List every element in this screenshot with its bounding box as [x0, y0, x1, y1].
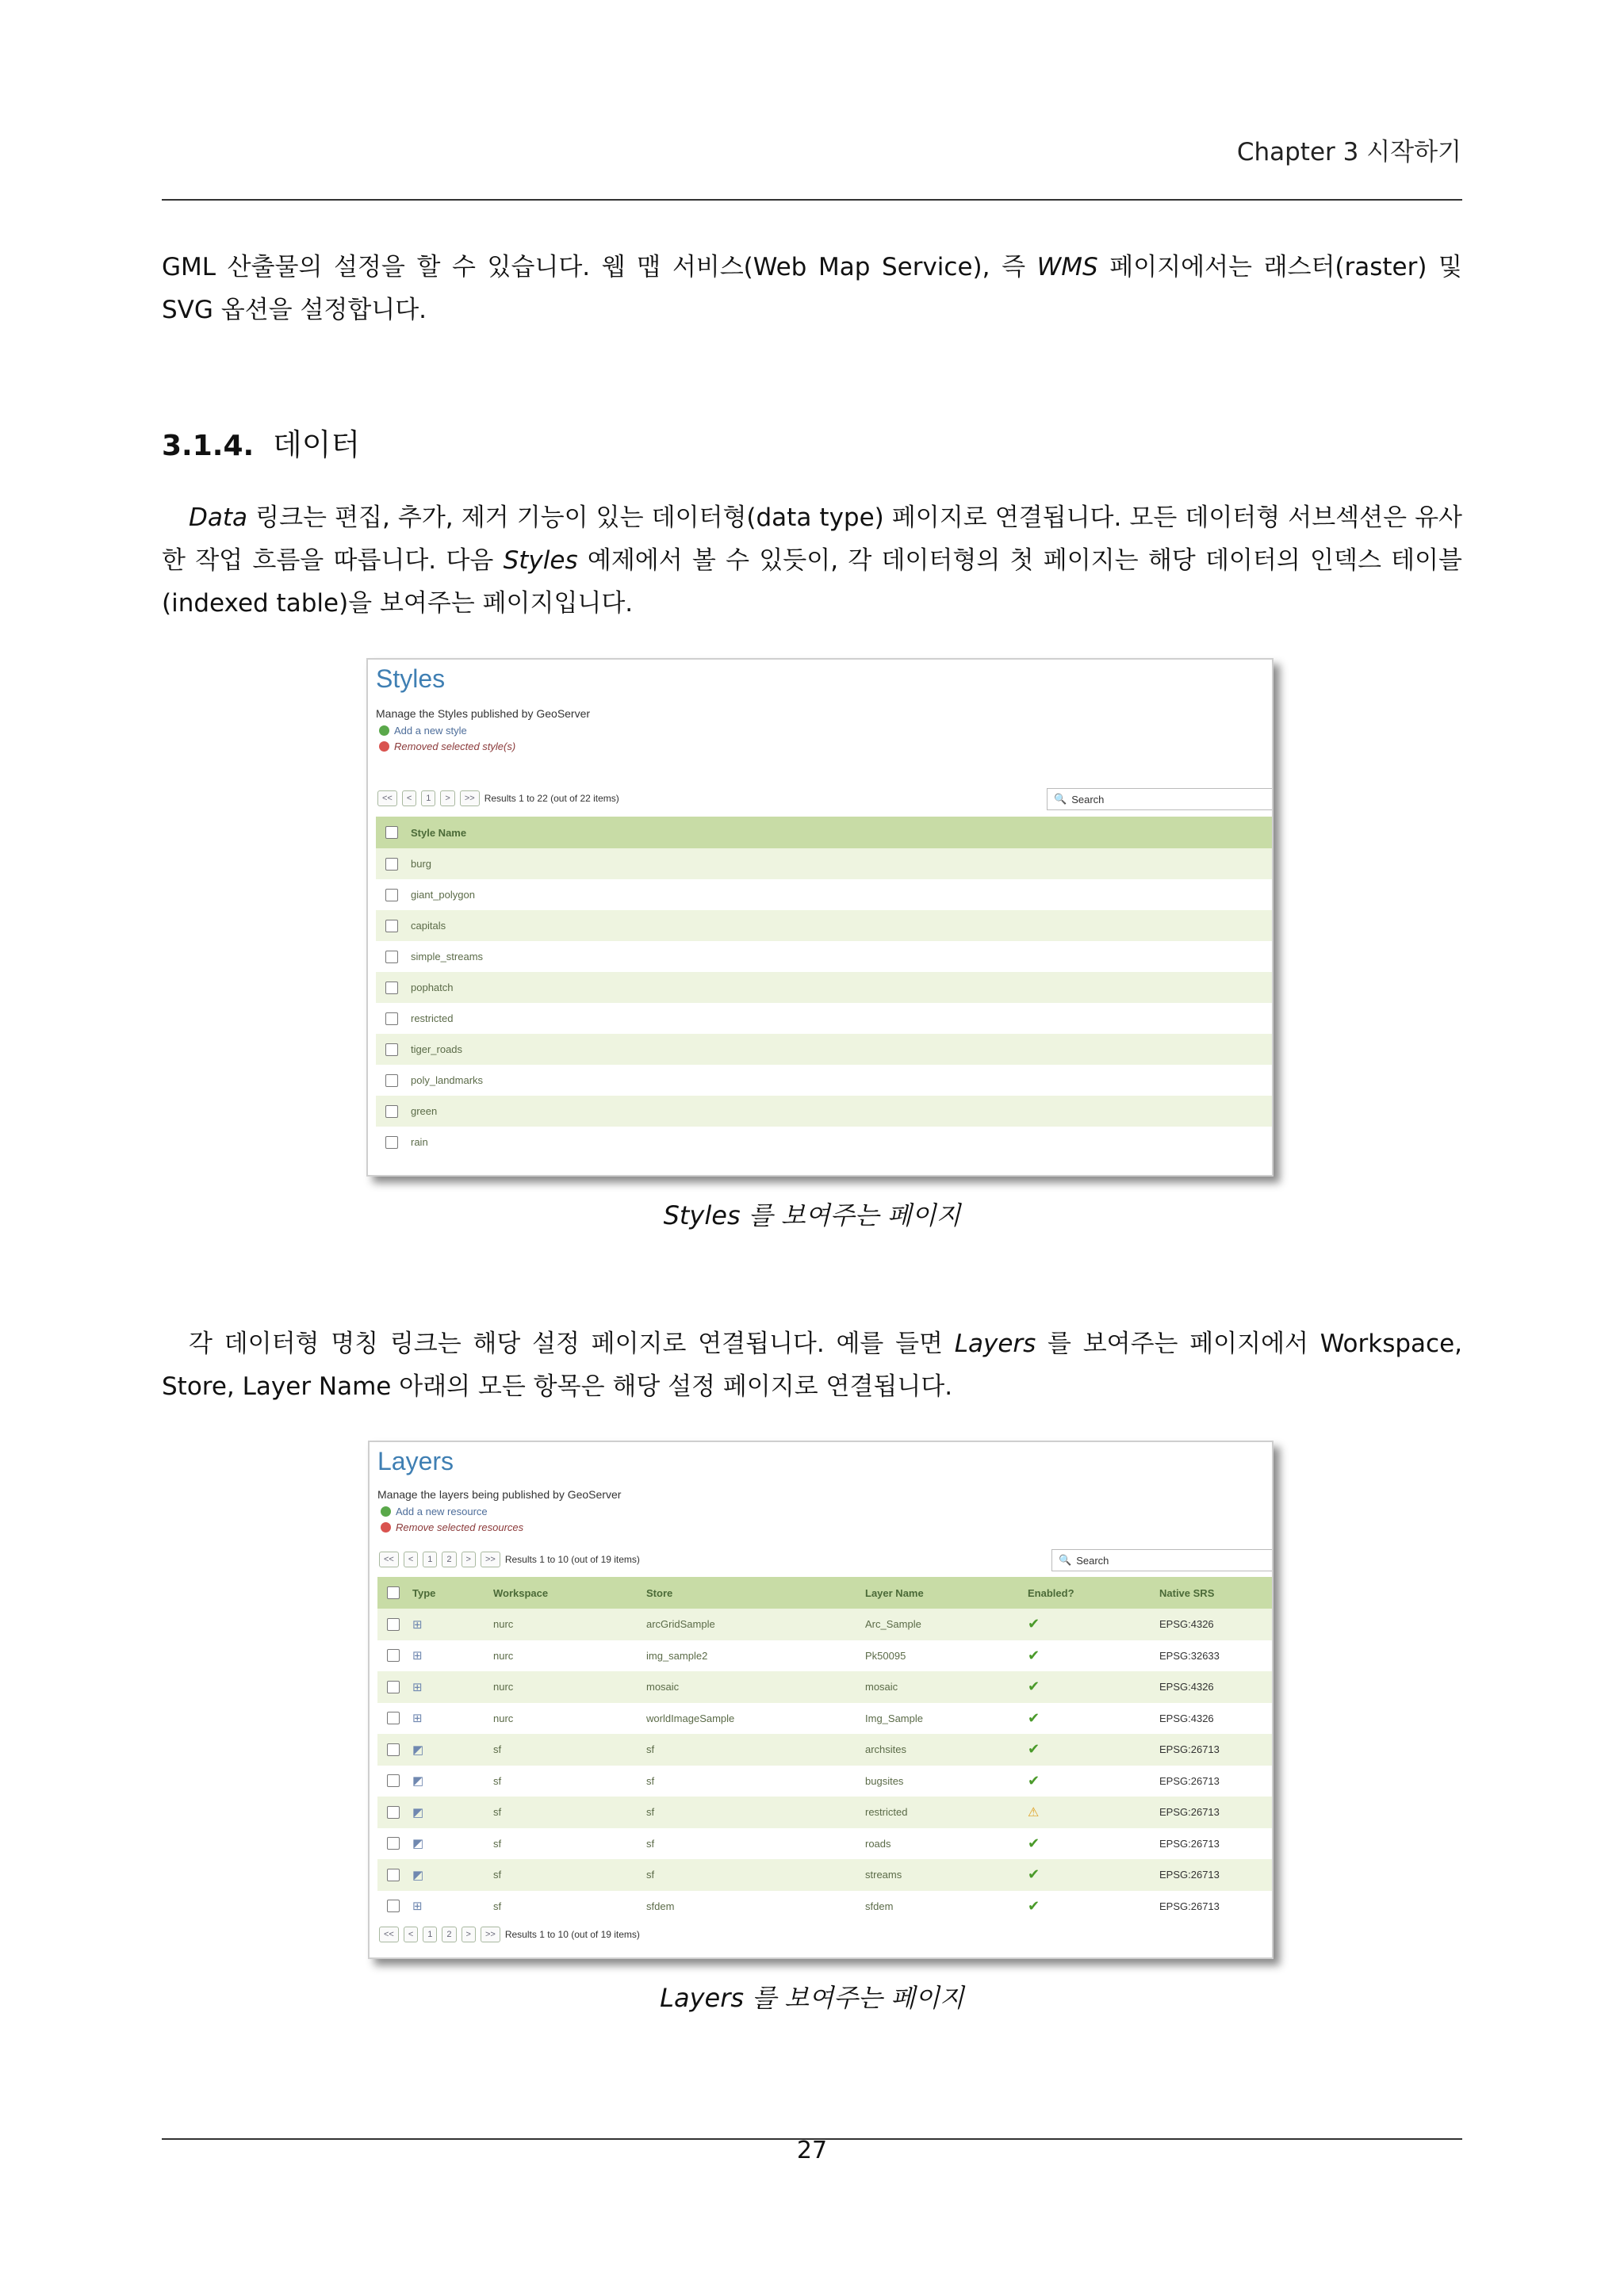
native-srs-column-header[interactable]: Native SRS — [1159, 1586, 1215, 1599]
styles-table — [376, 817, 1272, 1158]
em-styles: Styles — [503, 546, 578, 575]
layer-name-link[interactable]: streams — [865, 1869, 902, 1881]
pager-page-1-button[interactable]: 1 — [423, 1927, 437, 1942]
table-row — [376, 910, 1272, 941]
styles-description: Manage the Styles published by GeoServer — [376, 707, 591, 720]
pager-last-button[interactable]: >> — [460, 790, 480, 806]
table-row — [377, 1797, 1272, 1828]
workspace-link[interactable]: sf — [493, 1774, 502, 1787]
style-name-column-header[interactable]: Style Name — [411, 826, 467, 839]
layer-name-link[interactable]: Pk50095 — [865, 1649, 906, 1662]
layers-description: Manage the layers being published by GeoServer — [377, 1488, 622, 1501]
table-row — [377, 1859, 1272, 1891]
table-row — [376, 848, 1272, 879]
enabled-check-icon: ✔ — [1028, 1897, 1040, 1914]
intro-text-a: GML 산출물의 설정을 할 수 있습니다. 웹 맵 서비스(Web Map Service), 즉 — [162, 253, 1037, 281]
style-name-link[interactable]: giant_polygon — [411, 889, 475, 901]
pager-results-text: Results 1 to 22 (out of 22 items) — [484, 793, 619, 804]
pager-prev-button[interactable]: < — [404, 1552, 418, 1567]
row-checkbox[interactable] — [387, 1806, 400, 1819]
row-checkbox[interactable] — [385, 1043, 398, 1056]
pager-last-button[interactable]: >> — [481, 1552, 500, 1567]
table-row — [376, 972, 1272, 1003]
enabled-check-icon: ✔ — [1028, 1647, 1040, 1663]
caption1-em: Styles — [663, 1200, 741, 1230]
store-link[interactable]: mosaic — [646, 1681, 680, 1693]
row-checkbox[interactable] — [385, 889, 398, 901]
row-checkbox[interactable] — [385, 1105, 398, 1118]
section-title: 데이터 — [273, 427, 361, 462]
em-data: Data — [189, 503, 248, 532]
pager-next-button[interactable]: > — [462, 1927, 476, 1942]
table-row — [376, 1034, 1272, 1065]
remove-resources-label: Remove selected resources — [396, 1521, 524, 1533]
vector-type-icon: ◩ — [412, 1743, 424, 1757]
native-srs-value: EPSG:26713 — [1159, 1837, 1220, 1850]
data-text-b: 예제에서 볼 수 있듯이, 각 데이터형의 첫 페이지는 해당 데이터의 인덱스 테이블(indexed table)을 보여주는 페이지입니다. — [162, 546, 1462, 618]
section-number: 3.1.4. — [162, 430, 255, 462]
store-link[interactable]: img_sample2 — [646, 1649, 708, 1662]
style-name-link[interactable]: pophatch — [411, 982, 454, 993]
page-number: 27 — [796, 2137, 828, 2164]
table-row — [376, 879, 1272, 910]
pager-first-button[interactable]: << — [379, 1552, 399, 1567]
enabled-check-icon: ✔ — [1028, 1616, 1040, 1632]
vector-type-icon: ◩ — [412, 1774, 424, 1789]
layer-name-link[interactable]: archsites — [865, 1743, 907, 1756]
table-row — [377, 1640, 1272, 1672]
store-link[interactable]: sf — [646, 1806, 655, 1819]
row-checkbox[interactable] — [387, 1774, 400, 1787]
caption1-text: 를 보여주는 페이지 — [740, 1200, 961, 1230]
row-checkbox[interactable] — [385, 1074, 398, 1087]
layer-name-link[interactable]: bugsites — [865, 1774, 904, 1787]
table-row — [377, 1891, 1272, 1923]
pager-page-2-button[interactable]: 2 — [442, 1927, 456, 1942]
store-column-header[interactable]: Store — [646, 1586, 673, 1599]
row-checkbox[interactable] — [385, 920, 398, 932]
caption2-text: 를 보여주는 페이지 — [744, 1983, 964, 2013]
add-style-label: Add a new style — [394, 725, 467, 737]
native-srs-value: EPSG:4326 — [1159, 1618, 1214, 1631]
native-srs-value: EPSG:26713 — [1159, 1743, 1220, 1756]
search-placeholder: Search — [1076, 1554, 1109, 1567]
enabled-check-icon: ✔ — [1028, 1866, 1040, 1883]
layers-text-a: 각 데이터형 명칭 링크는 해당 설정 페이지로 연결됩니다. 예를 들면 — [189, 1330, 955, 1358]
styles-search-input[interactable] — [1047, 788, 1274, 810]
pager-page-1-button[interactable]: 1 — [421, 790, 435, 806]
table-row — [377, 1734, 1272, 1766]
style-name-link[interactable]: restricted — [411, 1012, 454, 1024]
styles-table-header — [376, 817, 1272, 848]
search-icon: 🔍 — [1059, 1554, 1072, 1566]
enabled-check-icon: ✔ — [1028, 1835, 1040, 1851]
table-row — [377, 1671, 1272, 1703]
table-row — [376, 1096, 1272, 1127]
select-all-checkbox[interactable] — [385, 826, 398, 839]
intro-em-wms: WMS — [1036, 253, 1098, 281]
row-checkbox[interactable] — [387, 1681, 400, 1693]
style-name-link[interactable]: rain — [411, 1136, 428, 1148]
enabled-check-icon: ✔ — [1028, 1772, 1040, 1789]
table-row — [377, 1609, 1272, 1640]
workspace-link[interactable]: nurc — [493, 1712, 514, 1724]
pager-first-button[interactable]: << — [377, 790, 397, 806]
row-checkbox[interactable] — [387, 1743, 400, 1756]
type-column-header[interactable]: Type — [412, 1586, 436, 1599]
pager-prev-button[interactable]: < — [404, 1927, 418, 1942]
layers-table — [377, 1577, 1272, 1922]
chapter-header: Chapter 3 시작하기 — [1236, 138, 1461, 166]
row-checkbox[interactable] — [385, 1136, 398, 1149]
enabled-check-icon: ✔ — [1028, 1741, 1040, 1758]
styles-title: Styles — [376, 664, 446, 693]
header-rule — [162, 199, 1462, 201]
native-srs-value: EPSG:26713 — [1159, 1806, 1220, 1819]
store-link[interactable]: sf — [646, 1837, 655, 1850]
layer-name-column-header[interactable]: Layer Name — [865, 1586, 924, 1599]
data-paragraph — [162, 496, 1462, 625]
layer-name-link[interactable]: Img_Sample — [865, 1712, 923, 1724]
caption2-em: Layers — [660, 1983, 745, 2013]
remove-icon — [381, 1522, 391, 1533]
workspace-column-header[interactable]: Workspace — [493, 1586, 549, 1599]
raster-type-icon: ⊞ — [412, 1712, 423, 1726]
native-srs-value: EPSG:32633 — [1159, 1649, 1220, 1662]
warning-icon: ⚠ — [1028, 1805, 1040, 1820]
add-icon — [381, 1506, 391, 1517]
table-row — [377, 1766, 1272, 1797]
remove-resources-link[interactable] — [381, 1521, 523, 1533]
style-name-link[interactable]: green — [411, 1105, 438, 1117]
enabled-check-icon: ✔ — [1028, 1678, 1040, 1695]
remove-styles-label: Removed selected style(s) — [394, 740, 516, 752]
layers-text-b: 를 보여주는 페이지에서 Workspace, Store, Layer Name 아래의 모든 항목은 해당 설정 페이지로 연결됩니다. — [162, 1330, 1462, 1401]
store-link[interactable]: sf — [646, 1869, 655, 1881]
remove-styles-link[interactable] — [379, 740, 515, 752]
workspace-link[interactable]: sf — [493, 1900, 502, 1912]
raster-type-icon: ⊞ — [412, 1680, 423, 1694]
raster-type-icon: ⊞ — [412, 1900, 423, 1914]
workspace-link[interactable]: sf — [493, 1806, 502, 1819]
intro-paragraph — [162, 246, 1462, 331]
styles-caption — [0, 1196, 1624, 1232]
layer-name-link[interactable]: sfdem — [865, 1900, 894, 1912]
table-row — [376, 1127, 1272, 1158]
intro-text-b: 페이지에서는 래스터(raster) 및 SVG 옵션을 설정합니다. — [162, 253, 1462, 324]
search-placeholder: Search — [1071, 793, 1105, 806]
layer-name-link[interactable]: mosaic — [865, 1681, 898, 1693]
vector-type-icon: ◩ — [412, 1837, 424, 1851]
pager-next-button[interactable]: > — [440, 790, 454, 806]
layers-search-input[interactable] — [1051, 1549, 1274, 1571]
table-row — [376, 1003, 1272, 1034]
store-link[interactable]: arcGridSample — [646, 1618, 715, 1631]
add-resource-label: Add a new resource — [396, 1506, 488, 1517]
row-checkbox[interactable] — [387, 1712, 400, 1724]
store-link[interactable]: sfdem — [646, 1900, 675, 1912]
styles-pager — [377, 790, 619, 806]
style-name-link[interactable]: burg — [411, 858, 432, 870]
style-name-link[interactable]: poly_landmarks — [411, 1074, 484, 1086]
store-link[interactable]: sf — [646, 1774, 655, 1787]
layer-name-link[interactable]: roads — [865, 1837, 891, 1850]
layers-paragraph — [162, 1322, 1462, 1408]
style-name-link[interactable]: simple_streams — [411, 951, 484, 962]
pager-prev-button[interactable]: < — [402, 790, 416, 806]
row-checkbox[interactable] — [385, 1012, 398, 1025]
select-all-checkbox[interactable] — [387, 1586, 400, 1599]
add-resource-link[interactable] — [381, 1506, 488, 1517]
table-row — [377, 1703, 1272, 1735]
styles-screenshot — [366, 658, 1274, 1177]
em-layers: Layers — [954, 1330, 1036, 1358]
raster-type-icon: ⊞ — [412, 1617, 423, 1632]
row-checkbox[interactable] — [385, 982, 398, 994]
pager-first-button[interactable]: << — [379, 1927, 399, 1942]
pager-results-text: Results 1 to 10 (out of 19 items) — [504, 1929, 640, 1940]
layers-screenshot — [368, 1441, 1274, 1959]
row-checkbox[interactable] — [387, 1900, 400, 1912]
search-icon: 🔍 — [1054, 793, 1067, 805]
pager-page-1-button[interactable]: 1 — [423, 1552, 437, 1567]
table-row — [376, 941, 1272, 972]
layers-caption — [0, 1978, 1624, 2015]
pager-page-2-button[interactable]: 2 — [442, 1552, 456, 1567]
workspace-link[interactable]: nurc — [493, 1649, 514, 1662]
layer-name-link[interactable]: Arc_Sample — [865, 1618, 921, 1631]
native-srs-value: EPSG:26713 — [1159, 1900, 1220, 1912]
table-row — [377, 1828, 1272, 1860]
enabled-column-header[interactable]: Enabled? — [1028, 1586, 1074, 1599]
style-name-link[interactable]: tiger_roads — [411, 1043, 463, 1055]
workspace-link[interactable]: nurc — [493, 1681, 514, 1693]
row-checkbox[interactable] — [387, 1869, 400, 1881]
layers-table-header — [377, 1577, 1272, 1609]
native-srs-value: EPSG:26713 — [1159, 1774, 1220, 1787]
data-text-a: 링크는 편집, 추가, 제거 기능이 있는 데이터형(data type) 페이지로 연결됩니다. 모든 데이터형 서브섹션은 유사한 작업 흐름을 따릅니다. 다음 — [162, 503, 1462, 575]
native-srs-value: EPSG:4326 — [1159, 1681, 1214, 1693]
store-link[interactable]: worldImageSample — [646, 1712, 735, 1724]
layers-pager-top — [379, 1552, 640, 1567]
style-name-link[interactable]: capitals — [411, 920, 446, 932]
row-checkbox[interactable] — [385, 858, 398, 871]
store-link[interactable]: sf — [646, 1743, 655, 1756]
workspace-link[interactable]: sf — [493, 1869, 502, 1881]
row-checkbox[interactable] — [387, 1837, 400, 1850]
native-srs-value: EPSG:4326 — [1159, 1712, 1214, 1724]
add-icon — [379, 725, 389, 736]
layers-title: Layers — [377, 1447, 454, 1475]
section-heading — [162, 420, 360, 464]
row-checkbox[interactable] — [387, 1649, 400, 1662]
row-checkbox[interactable] — [385, 951, 398, 963]
workspace-link[interactable]: sf — [493, 1743, 502, 1756]
remove-icon — [379, 741, 389, 752]
pager-results-text: Results 1 to 10 (out of 19 items) — [504, 1554, 640, 1565]
pager-next-button[interactable]: > — [462, 1552, 476, 1567]
raster-type-icon: ⊞ — [412, 1649, 423, 1663]
table-row — [376, 1065, 1272, 1096]
row-checkbox[interactable] — [387, 1618, 400, 1631]
add-style-link[interactable] — [379, 725, 467, 737]
workspace-link[interactable]: nurc — [493, 1618, 514, 1631]
native-srs-value: EPSG:26713 — [1159, 1869, 1220, 1881]
enabled-check-icon: ✔ — [1028, 1709, 1040, 1726]
vector-type-icon: ◩ — [412, 1805, 424, 1820]
layers-pager-bottom — [379, 1927, 640, 1942]
workspace-link[interactable]: sf — [493, 1837, 502, 1850]
pager-last-button[interactable]: >> — [481, 1927, 500, 1942]
layer-name-link[interactable]: restricted — [865, 1806, 908, 1819]
vector-type-icon: ◩ — [412, 1868, 424, 1882]
